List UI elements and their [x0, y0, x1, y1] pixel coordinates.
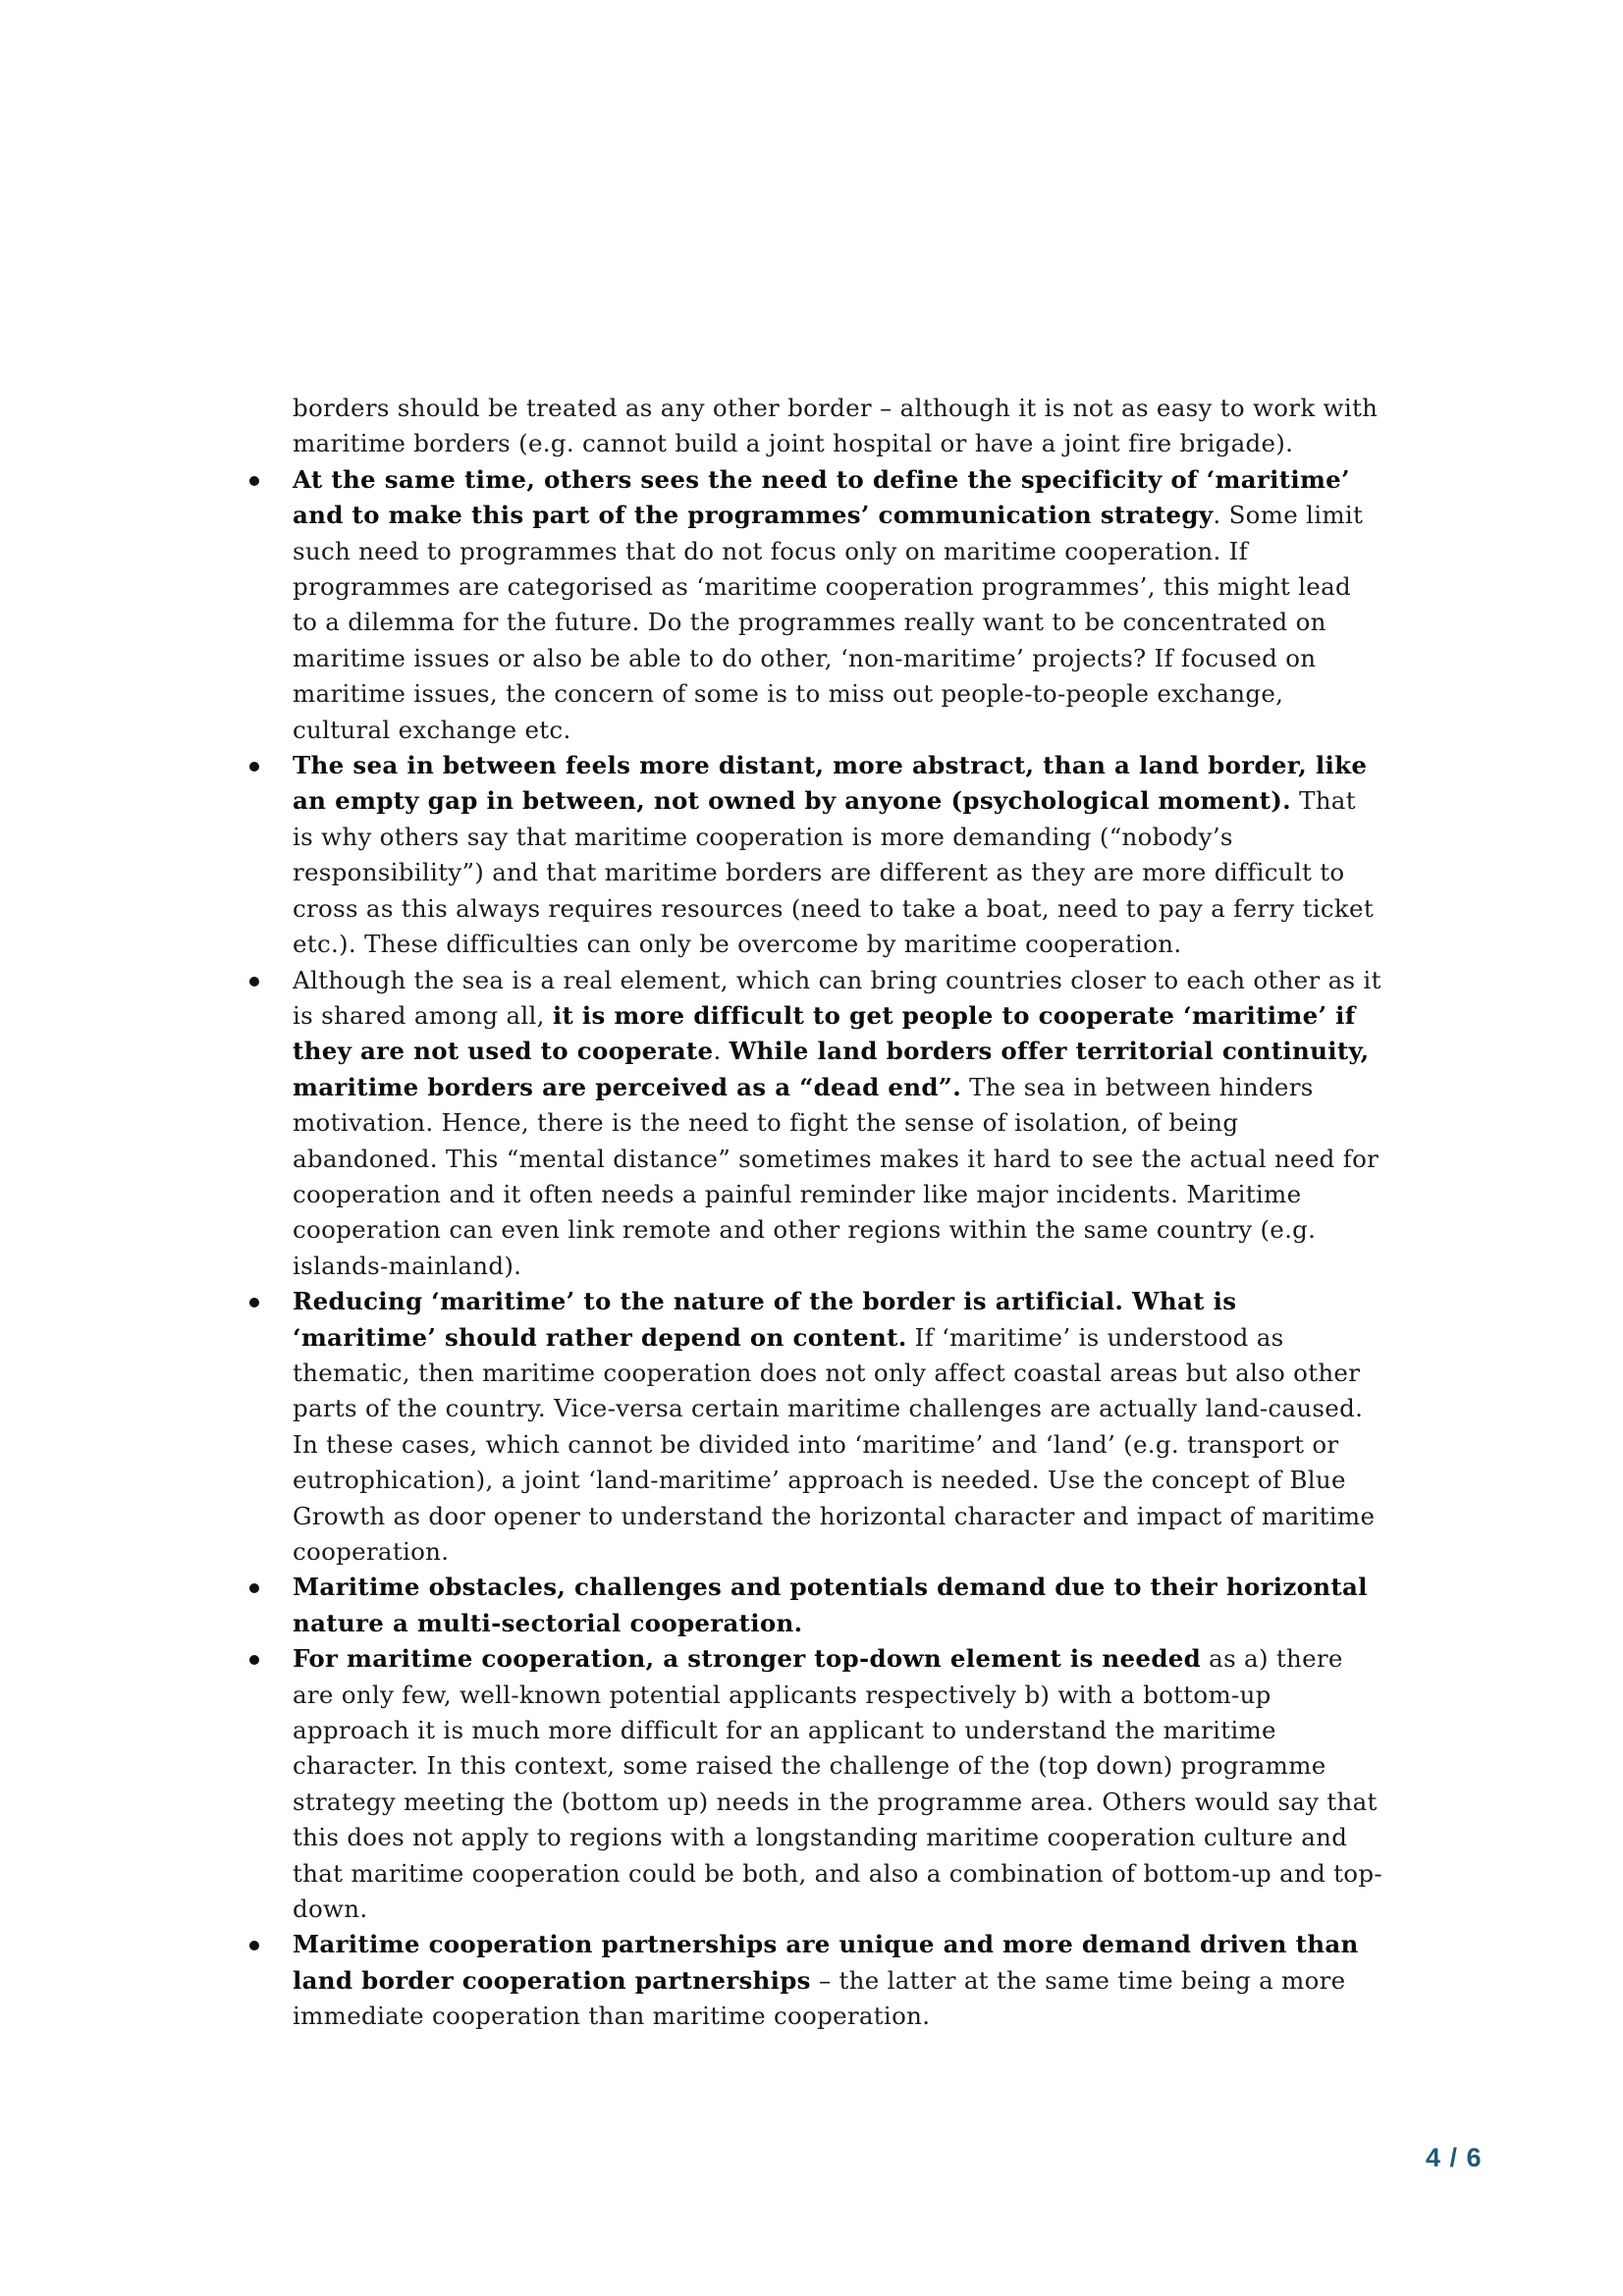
item-text: – the latter at the same time being a more immediate cooperation than maritime cooperation. [293, 1965, 1346, 2031]
bold-lead: The sea in between feels more distant, more abstract, than a land border, like an empty gap in between, not owned by anyone (psychological moment). [293, 751, 1368, 816]
list-item [293, 1927, 1382, 2034]
item-text: . Some limit such need to programmes that do not focus only on maritime cooperation. If programmes are categorised as ‘maritime cooperation programmes’, this might lead to a dilemma for the future. Do the programmes really want to be concentrated on maritime issues or also be able to do other, ‘non-maritime’ projects? If focused on maritime issues, the concern of some is to miss out people-to-people exchange, cultural exchange etc. [293, 501, 1364, 744]
bullet-icon [249, 1298, 259, 1308]
list-item [293, 1570, 1382, 1641]
item-text: That is why others say that maritime cooperation is more demanding (“nobody’s responsibility”) and that maritime borders are different as they are more difficult to cross as this always requires resources (need to take a boat, need to pay a ferry ticket etc.). These difficulties can only be overcome by maritime cooperation. [293, 786, 1375, 959]
item-text-middle: . [713, 1037, 730, 1066]
bullet-icon [249, 1941, 259, 1950]
bold-lead: Maritime obstacles, challenges and potentials demand due to their horizontal nature a multi-sectorial cooperation. [293, 1573, 1368, 1637]
bullet-icon [249, 1583, 259, 1593]
bullet-icon [249, 977, 259, 987]
document-body [293, 391, 1382, 2035]
continued-paragraph: borders should be treated as any other border – although it is not as easy to work with maritime borders (e.g. cannot build a joint hospital or have a joint fire brigade). [293, 394, 1379, 458]
bold-lead: Maritime cooperation partnerships are unique and more demand driven than land border cooperation partnerships [293, 1930, 1359, 1995]
list-item [293, 1641, 1382, 1927]
bold-lead: Reducing ‘maritime’ to the nature of the border is artificial. What is ‘maritime’ should rather depend on content. [293, 1287, 1237, 1352]
bold-lead: At the same time, others sees the need to define the specificity of ‘maritime’ and to make this part of the programmes’ communication strategy [293, 464, 1350, 530]
item-text-before: Although the sea is a real element, which can bring countries closer to each other as it is shared among all, [293, 965, 1381, 1030]
bold-phrase-2: While land borders offer territorial continuity, maritime borders are perceived as a “dead end”. [293, 1037, 1370, 1101]
page-number: 4 / 6 [1426, 2143, 1483, 2172]
bullet-icon [249, 476, 259, 486]
list-item [293, 462, 1382, 748]
bullet-icon [249, 1655, 259, 1665]
item-text: If ‘maritime’ is understood as thematic, then maritime cooperation does not only affect coastal areas but also other parts of the country. Vice-versa certain maritime challenges are actually land-caused. In these cases, which cannot be divided into ‘maritime’ and ‘land’ (e.g. transport or eutrophication), a joint ‘land-maritime’ approach is needed. Use the concept of Blue Growth as door opener to understand the horizontal character and impact of maritime cooperation. [293, 1322, 1376, 1566]
bold-lead: For maritime cooperation, a stronger top-down element is needed [293, 1644, 1202, 1674]
bullet-icon [249, 762, 259, 772]
list-item [293, 1284, 1382, 1570]
item-text: as a) there are only few, well-known potential applicants respectively b) with a bottom-up approach it is much more difficult for an applicant to understand the maritime character. In this context, some raised the challenge of the (top down) programme strategy meeting the (bottom up) needs in the programme area. Others would say that this does not apply to regions with a longstanding maritime cooperation culture and that maritime cooperation could be both, and also a combination of bottom-up and top-down. [293, 1644, 1382, 1924]
list-item [293, 748, 1382, 962]
list-item [293, 963, 1382, 1285]
bullet-list [293, 462, 1382, 2035]
bold-phrase: it is more difficult to get people to cooperate ‘maritime’ if they are not used to cooperate [293, 1000, 1356, 1066]
item-text: The sea in between hinders motivation. Hence, there is the need to fight the sense of isolation, of being abandoned. This “mental distance” sometimes makes it hard to see the actual need for cooperation and it often needs a painful reminder like major incidents. Maritime cooperation can even link remote and other regions within the same country (e.g. islands-mainland). [293, 1072, 1380, 1280]
